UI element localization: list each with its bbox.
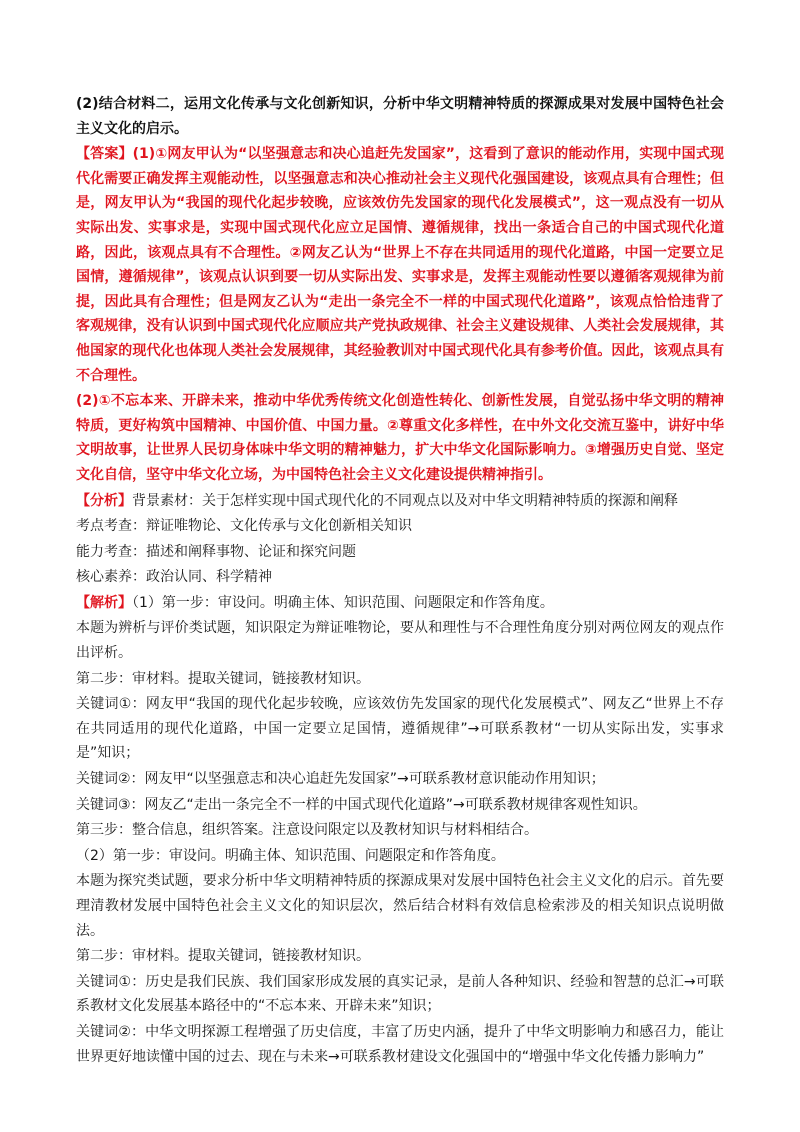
analysis-literacy: 核心素养：政治认同、科学精神 xyxy=(76,569,272,586)
explanation-p5: 关键词②：网友甲“以坚强意志和决心追赶先发国家”→可联系教材意识能动作用知识； xyxy=(76,771,605,788)
answer-part-1 xyxy=(76,142,724,388)
explanation-p2: 本题为辨析与评价类试题，知识限定为辩证唯物论，要从和理性与不合理性角度分别对两位网友的观点作出评析。 xyxy=(76,620,724,662)
question-part-2: (2)结合材料二，运用文化传承与文化创新知识，分析中华文明精神特质的探源成果对发展中国特色社会主义文化的启示。 xyxy=(76,96,724,137)
answer-text-1: (1)①网友甲认为“以坚强意志和决心追赶先发国家”，这看到了意识的能动作用，实现中国式现代化需要正确发挥主观能动性，以坚强意志和决心推动社会主义现代化强国建设，该观点具有合理性；但是，网友甲认为“我国的现代化起步较晚，应该效仿先发国家的现代化发展模式”，这一观点没有一切从实际出发、实事求是，实现中国式现代化应立足国情、遵循规律，找出一条适合自己的中国式现代化道路，因此，该观点具有不合理性。②网友乙认为“世界上不存在共同适用的现代化道路，中国一定要立足国情，遵循规律”，该观点认识到要一切从实际出发、实事求是，发挥主观能动性要以遵循客观规律为前提，因此具有合理性；但是网友乙认为“走出一条完全不一样的中国式现代化道路”，该观点恰恰违背了客观规律，没有认识到中国式现代化应顺应共产党执政规律、社会主义建设规律、人类社会发展规律，其他国家的现代化也体现人类社会发展规律，其经验教训对中国式现代化具有参考价值。因此，该观点具有不合理性。 xyxy=(76,146,724,384)
explanation-p11: 关键词①：历史是我们民族、我们国家形成发展的真实记录，是前人各种知识、经验和智慧的总汇→可联系教材文化发展基本路径中的“不忘本来、开辟未来”知识； xyxy=(76,973,724,1015)
explanation-p8: （2）第一步：审设问。明确主体、知识范围、问题限定和作答角度。 xyxy=(76,847,505,864)
explanation-p7: 第三步：整合信息，组织答案。注意设问限定以及教材知识与材料相结合。 xyxy=(76,822,538,839)
analysis-tag: 【分析】 xyxy=(76,492,132,509)
explanation-tag: 【解析】 xyxy=(76,594,132,611)
explanation-p12: 关键词②：中华文明探源工程增强了历史信度，丰富了历史内涵，提升了中华文明影响力和感召力，能让世界更好地读懂中国的过去、现在与未来→可联系教材建设文化强国中的“增强中华文化传播力影响力” xyxy=(76,1023,724,1065)
analysis-abilities: 能力考查：描述和阐释事物、论证和探究问题 xyxy=(76,543,356,560)
analysis-background xyxy=(76,489,724,514)
explanation-p9: 本题为探究类试题，要求分析中华文明精神特质的探源成果对发展中国特色社会主义文化的启示。首先要理清教材发展中国特色社会主义文化的知识层次，然后结合材料有效信息检索涉及的相关知识点说明做法。 xyxy=(76,873,724,939)
explanation-p10: 第二步：审材料。提取关键词，链接教材知识。 xyxy=(76,948,370,965)
explanation-p4: 关键词①：网友甲“我国的现代化起步较晚，应该效仿先发国家的现代化发展模式”、网友乙“世界上不存在共同适用的现代化道路，中国一定要立足国情，遵循规律”→可联系教材“一切从实际出发，实事求是”知识； xyxy=(76,696,724,762)
document-page xyxy=(76,92,724,1070)
analysis-background-text: 背景素材：关于怎样实现中国式现代化的不同观点以及对中华文明精神特质的探源和阐释 xyxy=(132,492,678,509)
explanation-step-1-text: （1）第一步：审设问。明确主体、知识范围、问题限定和作答角度。 xyxy=(132,594,554,611)
explanation-p6: 关键词③：网友乙“走出一条完全不一样的中国式现代化道路”→可联系教材规律客观性知识。 xyxy=(76,796,647,813)
analysis-exam-points: 考点考查：辩证唯物论、文化传承与文化创新相关知识 xyxy=(76,518,412,535)
answer-tag: 【答案】 xyxy=(76,146,133,163)
explanation-step-1 xyxy=(76,591,724,616)
explanation-p3: 第二步：审材料。提取关键词，链接教材知识。 xyxy=(76,670,370,687)
answer-part-2: (2)①不忘本来、开辟未来，推动中华优秀传统文化创造性转化、创新性发展，自觉弘扬中华文明的精神特质，更好构筑中国精神、中国价值、中国力量。②尊重文化多样性，在中外文化交流互鉴中，讲好中华文明故事，让世界人民切身体味中华文明的精神魅力，扩大中华文化国际影响力。③增强历史自觉、坚定文化自信，坚守中华文化立场，为中国特色社会主义文化建设提供精神指引。 xyxy=(76,393,724,483)
